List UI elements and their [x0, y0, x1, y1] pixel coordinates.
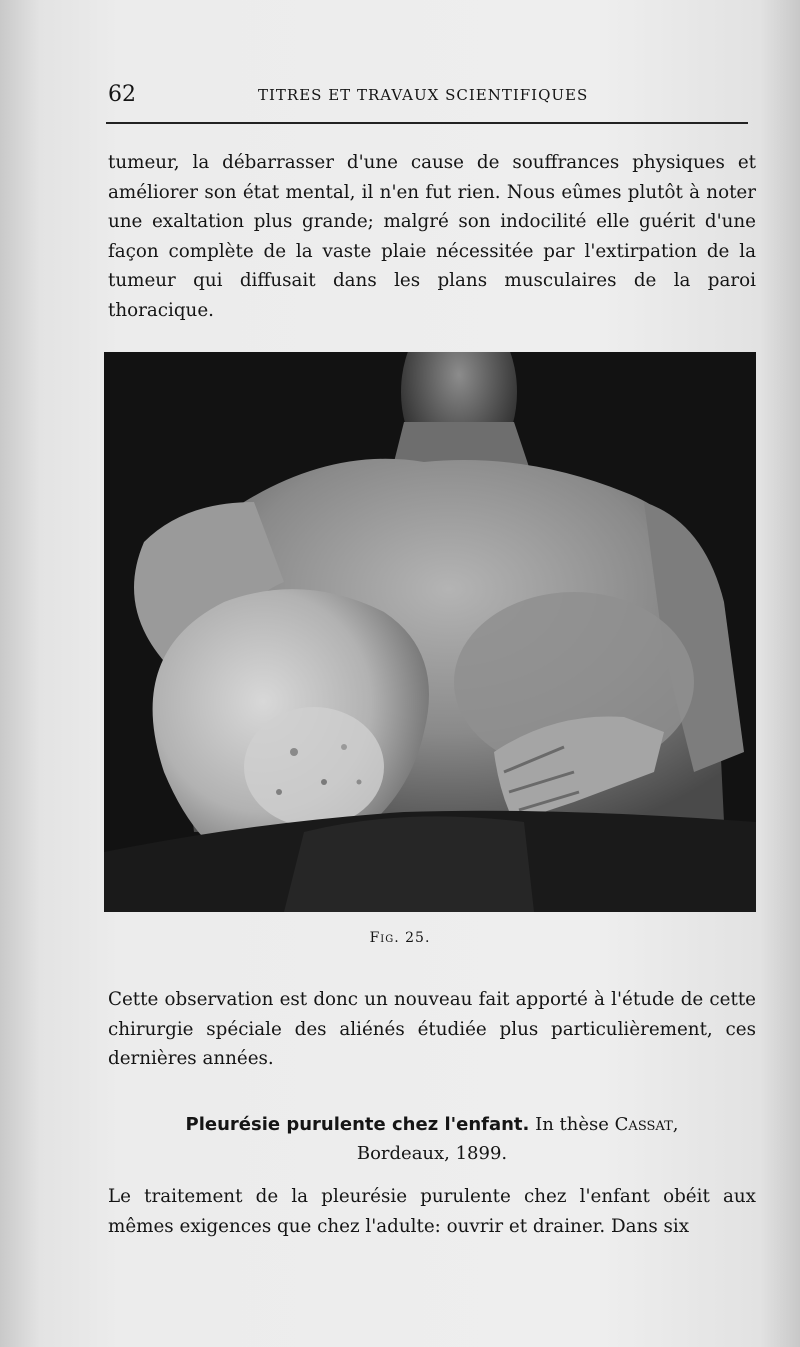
section-heading	[108, 1110, 756, 1168]
header-rule	[106, 122, 748, 124]
thesis-place-year: Bordeaux, 1899.	[356, 1143, 508, 1164]
photograph-image	[104, 352, 756, 912]
paragraph-intro: tumeur, la débarrasser d'une cause de souffrances physiques et améliorer son état mental, il n'en fut rien. Nous eûmes plutôt à noter une exaltation plus grande; malgré son indocilité elle guérit d'une façon complète de la vaste plaie nécessitée par l'extirpation de la tumeur qui diffusait dans les plans musculaires de la paroi thoracique.	[108, 152, 756, 321]
page-number: 62	[108, 82, 136, 107]
paragraph-conclusion: Cette observation est donc un nouveau fait apporté à l'étude de cette chirurgie spéciale des aliénés étudiée plus particulièrement, ces dernières années.	[108, 989, 756, 1069]
page-header	[108, 82, 748, 110]
paragraph-treatment: Le traitement de la pleurésie purulente chez l'enfant obéit aux mêmes exigences que chez l'adulte: ouvrir et drainer. Dans six	[108, 1186, 756, 1237]
thesis-prefix: In thèse	[535, 1114, 609, 1135]
figure-caption-text: Fig. 25.	[369, 930, 431, 946]
thesis-author: Cassat,	[614, 1114, 679, 1135]
section-title: Pleurésie purulente chez l'enfant.	[185, 1114, 530, 1135]
figure-photograph	[104, 352, 756, 912]
running-title: TITRES ET TRAVAUX SCIENTIFIQUES	[258, 86, 589, 104]
figure-caption	[0, 930, 800, 946]
